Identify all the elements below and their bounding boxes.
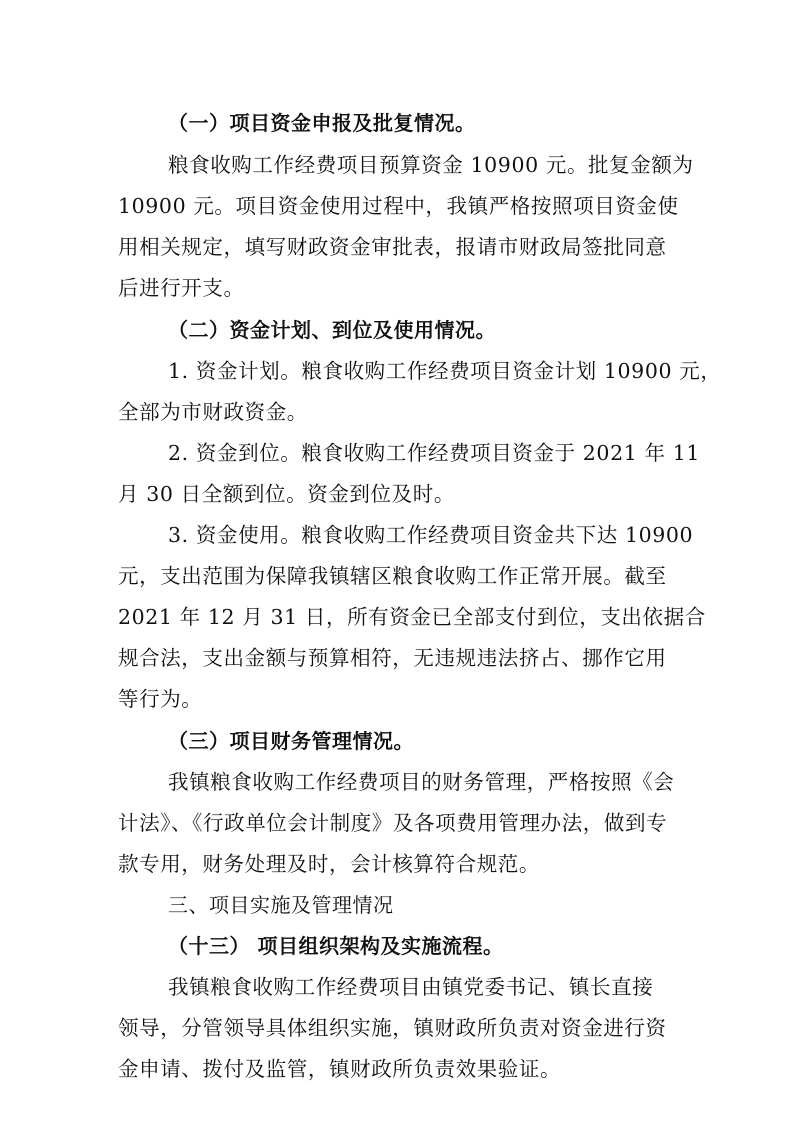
paragraph-line: 元，支出范围为保障我镇辖区粮食收购工作正常开展。截至 — [118, 564, 667, 588]
paragraph-line: 用相关规定，填写财政资金审批表，报请市财政局签批同意 — [118, 235, 667, 259]
paragraph-line: 等行为。 — [118, 687, 203, 711]
section-title: 三、项目实施及管理情况 — [168, 893, 394, 917]
paragraph-line: 我镇粮食收购工作经费项目的财务管理，严格按照《会 — [168, 770, 675, 794]
paragraph-line: 领导，分管领导具体组织实施，镇财政所负责对资金进行资 — [118, 1016, 667, 1040]
paragraph-line: 我镇粮食收购工作经费项目由镇党委书记、镇长直接 — [168, 975, 654, 999]
paragraph-line: 3. 资金使用。粮食收购工作经费项目资金共下达 10900 — [168, 523, 694, 547]
paragraph-line: 1. 资金计划。粮食收购工作经费项目资金计划 10900 元， — [168, 359, 722, 383]
heading-financial-management: （三）项目财务管理情况。 — [168, 729, 414, 753]
paragraph-line: 金申请、拨付及监管，镇财政所负责效果验证。 — [118, 1057, 562, 1081]
paragraph-line: 粮食收购工作经费项目预算资金 10900 元。批复金额为 — [168, 153, 694, 177]
paragraph-line: 规合法，支出金额与预算相符，无违规违法挤占、挪作它用 — [118, 646, 667, 670]
paragraph-line: 2021 年 12 月 31 日，所有资金已全部支付到位，支出依据合 — [118, 605, 706, 629]
paragraph-line: 月 30 日全额到位。资金到位及时。 — [118, 482, 455, 506]
heading-organization: （十三） 项目组织架构及实施流程。 — [168, 934, 504, 958]
paragraph-line: 10900 元。项目资金使用过程中，我镇严格按照项目资金使 — [118, 194, 679, 218]
heading-funding-application: （一）项目资金申报及批复情况。 — [168, 111, 476, 135]
paragraph-line: 全部为市财政资金。 — [118, 400, 308, 424]
paragraph-line: 计法》、《行政单位会计制度》及各项费用管理办法，做到专 — [118, 811, 668, 835]
paragraph-line: 款专用，财务处理及时，会计核算符合规范。 — [118, 852, 540, 876]
heading-funding-plan: （二）资金计划、到位及使用情况。 — [168, 318, 496, 342]
paragraph-line: 后进行开支。 — [118, 276, 245, 300]
paragraph-line: 2. 资金到位。粮食收购工作经费项目资金于 2021 年 11 — [168, 441, 700, 465]
